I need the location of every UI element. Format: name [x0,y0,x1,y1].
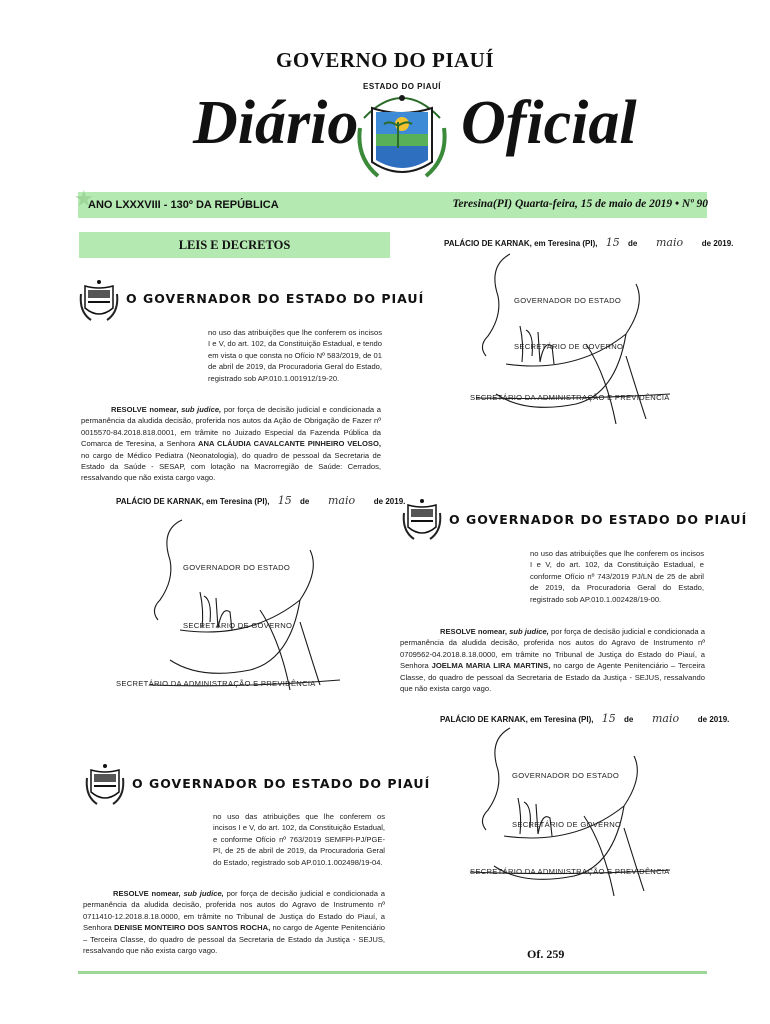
sub-judice-label: sub judice, [509,627,549,636]
year-text: de 2019. [697,715,730,724]
decree-preamble: no uso das atribuições que lhe conferem os incisos I e V, do art. 102, da Constituição Estadual, e tendo em vista o que consta no Ofício Nº 583/2019, de 01 de abril de 2019, da Procuradoria Geral do Estado, registrado sob AP.010.1.001912/19-20. [208,328,382,383]
handwritten-day: 15 [601,712,616,725]
palace-text: PALÁCIO DE KARNAK, em Teresina (PI), [116,497,270,506]
masthead-word-diario: Diário [193,89,359,157]
dateline: Teresina(PI) Quarta-feira, 15 de maio de 2019 • Nº 90 [452,198,708,210]
decree-title: O GOVERNADOR DO ESTADO DO PIAUÍ [132,776,431,791]
resolution-tail: no cargo de Agente Penitenciário – Terceira Classe, do quadro de pessoal da Secretaria de Estado da Justiça - SEJUS, ressalvando que não exista cargo vago. [400,661,705,694]
resolve-label: RESOLVE nomear, [111,405,179,414]
decree-resolution [81,404,381,484]
secretary-government-signature-line: SECRETÁRIO DE GOVERNO [512,820,622,829]
resolution-tail: no cargo de Médico Pediatra (Neonatologia), do quadro de pessoal da Secretaria de Estado da Saúde - SESAP, com lotação na Macrorregião de Saúde: Cerrados, ressalvando que não exista cargo vago. [81,450,381,483]
secretary-administration-signature-line: SECRETÁRIO DA ADMINISTRAÇÃO E PREVIDÊNCIA [470,393,670,402]
appointee-name: ANA CLÁUDIA CAVALCANTE PINHEIRO VELOSO, [197,439,381,449]
secretary-government-signature-line: SECRETÁRIO DE GOVERNO [514,342,624,351]
decree-resolution [400,626,705,694]
governor-signature-line: GOVERNADOR DO ESTADO [514,296,622,305]
decree-title: O GOVERNADOR DO ESTADO DO PIAUÍ [126,291,425,306]
date-connector: de [627,239,638,248]
footer-rule [78,971,707,974]
resolution-text: por força de decisão judicial e condicionada a permanência da aludida decisão, proferida nos autos da Ação de Obrigação de Fazer nº 0015570-84.2018.818.0001, em trâmite no Juizado Especial da Fazenda Pública da Comarca de Teresina, a Senhora [81,405,381,449]
seal-label: ESTADO DO PIAUÍ [362,82,442,91]
handwritten-month: maio [655,236,684,249]
state-emblem-icon [85,762,125,806]
secretary-administration-signature-line: SECRETÁRIO DA ADMINISTRAÇÃO E PREVIDÊNCIA [470,867,670,876]
government-title: GOVERNO DO PIAUÍ [275,48,494,72]
appointee-name: JOELMA MARIA LIRA MARTINS, [431,661,551,671]
sub-judice-label: sub judice, [183,889,224,898]
date-connector: de [623,715,634,724]
palace-text: PALÁCIO DE KARNAK, em Teresina (PI), [440,715,594,724]
sub-judice-label: sub judice, [181,405,222,414]
decree-resolution [83,888,385,956]
resolution-text: por força de decisão judicial e condicionada a permanência da aludida decisão, proferida nos autos do Agravo de Instrumento nº 0711410-12.2018.8.18.0000, em trâmite no Tribunal de Justiça do Estado do Piauí, a Senhora [83,889,385,933]
palace-text: PALÁCIO DE KARNAK, em Teresina (PI), [444,239,598,248]
date-connector: de [299,497,310,506]
office-number: Of. 259 [527,947,565,961]
resolve-label: RESOLVE nomear, [440,627,507,636]
handwritten-month: maio [651,712,680,725]
handwritten-day: 15 [605,236,620,249]
appointee-name: DENISE MONTEIRO DOS SANTOS ROCHA, [113,923,271,933]
year-text: de 2019. [373,497,406,506]
decree-title: O GOVERNADOR DO ESTADO DO PIAUÍ [449,512,748,527]
section-heading: LEIS E DECRETOS [79,232,390,258]
resolution-text: por força de decisão judicial e condicionada a permanência da aludida decisão, proferida nos autos do Agravo de Instrumento nº 0709562-04.2018.8.18.0000, em trâmite no Tribunal de Justiça do Estado do Piauí, a Senhora [400,627,705,671]
edition-info: ANO LXXXVIII - 130º DA REPÚBLICA [88,199,279,211]
secretary-administration-signature-line: SECRETÁRIO DA ADMINISTRAÇÃO E PREVIDÊNCIA [116,679,316,688]
year-text: de 2019. [701,239,734,248]
handwritten-day: 15 [277,494,292,507]
resolve-label: RESOLVE nomear, [113,889,181,898]
star-icon: ★ [74,186,94,211]
resolution-tail: no cargo de Agente Penitenciário – Terceira Classe, do quadro de pessoal da Secretaria de Estado da Justiça - SEJUS, ressalvando que não exista cargo vago. [83,923,385,956]
governor-signature-line: GOVERNADOR DO ESTADO [512,771,620,780]
governor-signature-line: GOVERNADOR DO ESTADO [183,563,291,572]
state-emblem-icon [402,497,442,541]
palace-dateline [116,494,405,507]
decree-preamble: no uso das atribuições que lhe conferem os incisos I e V, do art. 102, da Constituição Estadual, e conforme Ofício nº 743/2019 PJ/LN de 25 de abril de 2019, da Procuradoria Geral do Estado, registrado sob AP.010.1.002428/19-00. [530,549,704,604]
state-seal-icon [354,78,450,186]
masthead-word-oficial: Oficial [461,89,637,157]
secretary-government-signature-line: SECRETÁRIO DE GOVERNO [183,621,293,630]
state-emblem-icon [79,278,119,322]
decree-preamble: no uso das atribuições que lhe conferem os incisos I e V, do art. 102, da Constituição Estadual, e conforme Ofício nº 763/2019 SEMFPI-PJ/PGE-PI, de 25 de abril de 2019, da Procuradoria Geral do Estado, registrado sob AP.010.1.002498/19-04. [213,812,385,867]
handwritten-month: maio [327,494,356,507]
